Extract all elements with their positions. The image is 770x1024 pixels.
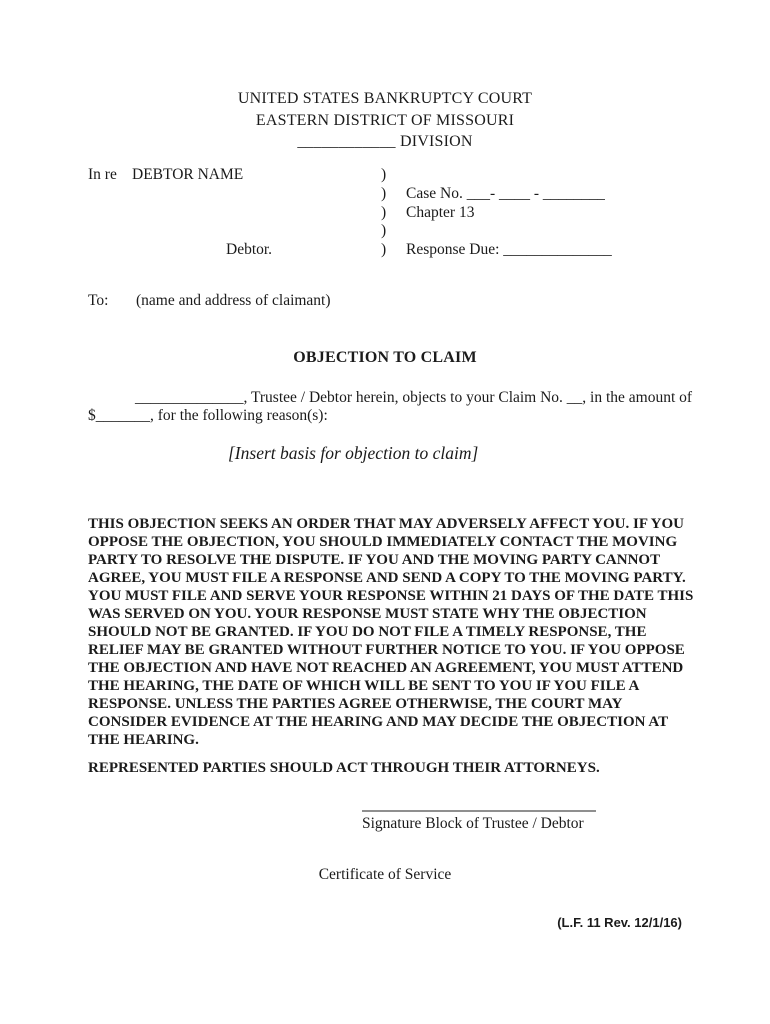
warning-line: YOU MUST FILE AND SERVE YOUR RESPONSE WITHIN 21 DAYS OF THE DATE THIS (88, 588, 694, 604)
debtor-name: DEBTOR NAME (132, 166, 244, 183)
insert-basis-placeholder: [Insert basis for objection to claim] (228, 443, 479, 463)
caption-paren: ) (381, 222, 387, 240)
signature-block-label: Signature Block of Trustee / Debtor (362, 815, 584, 832)
claimant-placeholder: (name and address of claimant) (136, 292, 331, 309)
court-name: UNITED STATES BANKRUPTCY COURT (237, 90, 533, 107)
warning-line: RESPONSE. UNLESS THE PARTIES AGREE OTHERWISE, THE COURT MAY (88, 696, 623, 712)
case-number-line: Case No. ___- ____ - ________ (406, 185, 605, 202)
warning-line: THE OBJECTION AND HAVE NOT REACHED AN AGREEMENT, YOU MUST ATTEND (88, 660, 684, 676)
warning-line: CONSIDER EVIDENCE AT THE HEARING AND MAY DECIDE THE OBJECTION AT (88, 714, 669, 730)
warning-paragraph (88, 515, 708, 749)
caption-paren: ) (381, 241, 387, 259)
warning-line: WAS SERVED ON YOU. YOUR RESPONSE MUST STATE WHY THE OBJECTION (88, 606, 647, 622)
warning-line: AGREE, YOU MUST FILE A RESPONSE AND SEND A COPY TO THE MOVING PARTY. (88, 570, 686, 586)
division-line: ____________ DIVISION (297, 133, 473, 150)
signature-line (362, 810, 596, 812)
warning-line: PARTY TO RESOLVE THE DISPUTE. IF YOU AND THE MOVING PARTY CANNOT (88, 552, 661, 568)
district-name: EASTERN DISTRICT OF MISSOURI (255, 111, 515, 129)
debtor-label: Debtor. (226, 241, 273, 258)
warning-line: RELIEF MAY BE GRANTED WITHOUT FURTHER NOTICE TO YOU. IF YOU OPPOSE (88, 642, 685, 658)
chapter-line: Chapter 13 (406, 204, 475, 221)
caption-paren: ) (381, 203, 387, 221)
represented-parties-line: REPRESENTED PARTIES SHOULD ACT THROUGH THEIR ATTORNEYS. (88, 760, 600, 776)
certificate-of-service-heading: Certificate of Service (318, 866, 452, 883)
case-caption (0, 166, 770, 266)
in-re-label: In re (88, 166, 117, 183)
document-title: OBJECTION TO CLAIM (293, 349, 477, 366)
caption-paren: ) (381, 166, 387, 183)
form-revision-tag: (L.F. 11 Rev. 12/1/16) (557, 915, 682, 930)
caption-paren: ) (381, 184, 387, 202)
warning-line: OPPOSE THE OBJECTION, YOU SHOULD IMMEDIATELY CONTACT THE MOVING (88, 534, 678, 550)
response-due-line: Response Due: ______________ (406, 241, 612, 258)
objection-paragraph-line1: ______________, Trustee / Debtor herein, objects to your Claim No. __, in the amount of (135, 389, 693, 406)
warning-line: THE HEARING, THE DATE OF WHICH WILL BE SENT TO YOU IF YOU FILE A (88, 678, 640, 694)
caption-paren-column (381, 166, 386, 260)
to-label: To: (88, 292, 109, 309)
warning-line: THIS OBJECTION SEEKS AN ORDER THAT MAY ADVERSELY AFFECT YOU. IF YOU (88, 516, 684, 532)
court-header (0, 88, 770, 153)
warning-line: SHOULD NOT BE GRANTED. IF YOU DO NOT FILE A TIMELY RESPONSE, THE (88, 624, 647, 640)
objection-paragraph-line2: $_______, for the following reason(s): (88, 407, 328, 424)
warning-line: THE HEARING. (88, 732, 199, 748)
